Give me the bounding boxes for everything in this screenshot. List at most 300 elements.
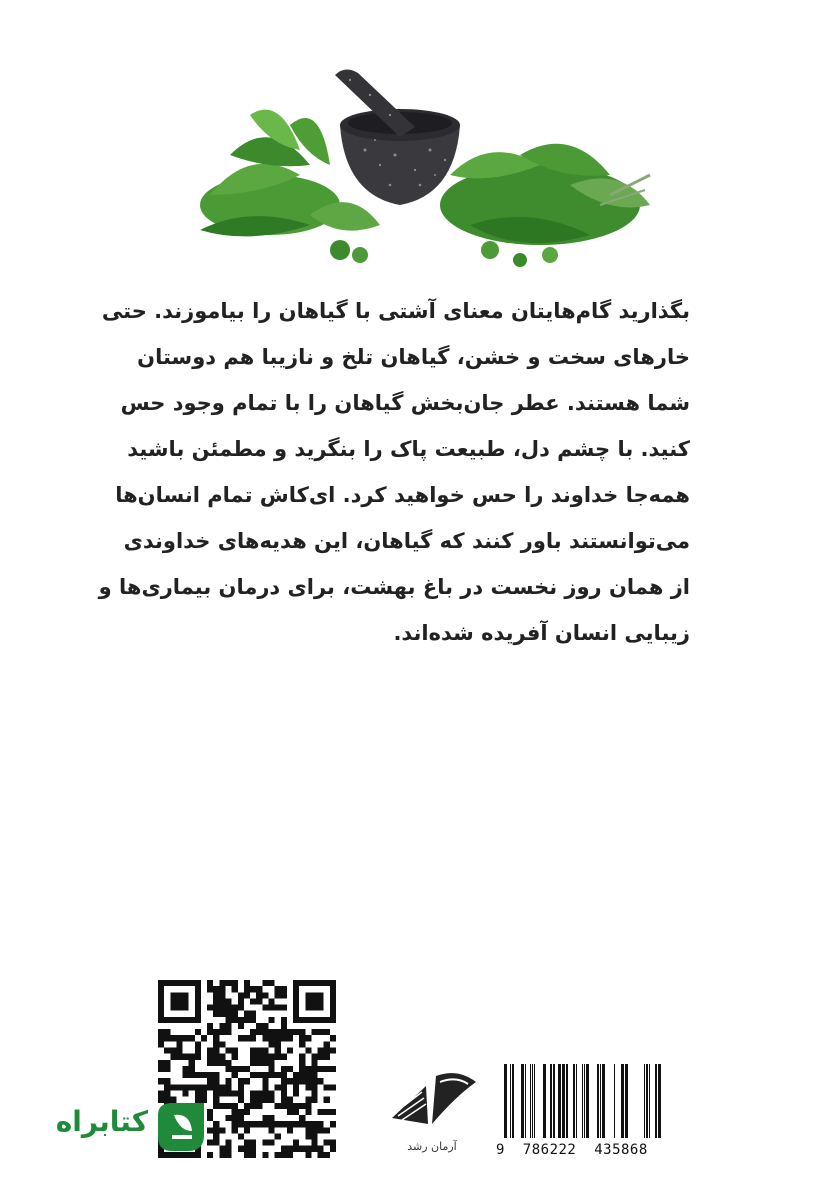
barcode-bar xyxy=(625,1064,628,1138)
qr-module xyxy=(219,1011,225,1017)
qr-module xyxy=(275,1005,281,1011)
qr-module xyxy=(232,1121,238,1127)
barcode-bar xyxy=(621,1064,624,1138)
qr-module xyxy=(207,1060,213,1066)
qr-module xyxy=(250,1090,256,1096)
qr-module xyxy=(281,986,287,992)
qr-module xyxy=(287,1048,293,1054)
qr-module xyxy=(226,1115,232,1121)
qr-module xyxy=(299,1121,305,1127)
qr-module xyxy=(232,980,238,986)
barcode-bar xyxy=(562,1064,565,1138)
qr-module xyxy=(232,1109,238,1115)
qr-module xyxy=(238,1017,244,1023)
qr-module xyxy=(219,1054,225,1060)
qr-module xyxy=(195,1054,201,1060)
qr-module xyxy=(311,1097,317,1103)
qr-module xyxy=(318,1054,324,1060)
qr-module xyxy=(324,1041,330,1047)
qr-module xyxy=(158,1041,164,1047)
qr-module xyxy=(330,1109,336,1115)
qr-module xyxy=(213,986,219,992)
qr-module xyxy=(213,1121,219,1127)
qr-module xyxy=(305,1127,311,1133)
qr-module xyxy=(232,1066,238,1072)
qr-module xyxy=(293,1103,299,1109)
qr-module xyxy=(318,1109,324,1115)
herbs-mortar-pestle-image xyxy=(190,55,660,275)
qr-module xyxy=(207,1023,213,1029)
qr-module xyxy=(219,1127,225,1133)
barcode-bars xyxy=(496,1064,664,1138)
qr-module xyxy=(170,1035,176,1041)
qr-module xyxy=(226,998,232,1004)
qr-module xyxy=(324,1048,330,1054)
qr-module xyxy=(158,1035,164,1041)
qr-module xyxy=(268,1121,274,1127)
qr-module xyxy=(305,1066,311,1072)
qr-module xyxy=(262,1078,268,1084)
qr-module xyxy=(311,1072,317,1078)
qr-module xyxy=(268,1029,274,1035)
qr-module xyxy=(281,1072,287,1078)
qr-module xyxy=(305,1109,311,1115)
qr-module xyxy=(262,1072,268,1078)
qr-module xyxy=(330,1066,336,1072)
qr-module xyxy=(293,1084,299,1090)
qr-module xyxy=(287,1097,293,1103)
qr-module xyxy=(268,1017,274,1023)
qr-module xyxy=(324,1054,330,1060)
barcode-bar xyxy=(655,1064,657,1138)
qr-module xyxy=(226,1023,232,1029)
qr-module xyxy=(275,1103,281,1109)
qr-module xyxy=(256,1060,262,1066)
qr-module xyxy=(275,1035,281,1041)
qr-module xyxy=(287,1066,293,1072)
qr-module xyxy=(268,1127,274,1133)
qr-module xyxy=(238,1109,244,1115)
qr-module xyxy=(164,1078,170,1084)
qr-module xyxy=(299,1054,305,1060)
qr-module xyxy=(299,1035,305,1041)
qr-module xyxy=(219,1023,225,1029)
qr-module xyxy=(232,1103,238,1109)
qr-module xyxy=(250,1029,256,1035)
qr-module xyxy=(213,1097,219,1103)
barcode-bar xyxy=(566,1064,568,1138)
herbs-right xyxy=(440,144,650,267)
qr-module xyxy=(226,1140,232,1146)
qr-module xyxy=(318,1146,324,1152)
qr-module xyxy=(311,1078,317,1084)
qr-module xyxy=(213,1078,219,1084)
qr-module xyxy=(275,1133,281,1139)
qr-module xyxy=(244,1035,250,1041)
qr-module xyxy=(256,1023,262,1029)
qr-module xyxy=(262,1097,268,1103)
qr-module xyxy=(207,1078,213,1084)
qr-module xyxy=(244,1140,250,1146)
barcode-bar xyxy=(597,1064,599,1138)
qr-module xyxy=(305,1084,311,1090)
qr-module xyxy=(250,1054,256,1060)
qr-module xyxy=(305,1121,311,1127)
qr-module xyxy=(318,1127,324,1133)
qr-module xyxy=(268,1097,274,1103)
qr-module xyxy=(207,1072,213,1078)
back-cover-text xyxy=(98,288,690,656)
qr-module xyxy=(232,1011,238,1017)
qr-module xyxy=(238,1035,244,1041)
qr-module xyxy=(189,1072,195,1078)
qr-module xyxy=(268,1005,274,1011)
isbn-barcode xyxy=(496,1064,664,1160)
barcode-bar xyxy=(525,1064,526,1138)
qr-module xyxy=(226,1029,232,1035)
qr-module xyxy=(281,1017,287,1023)
qr-module xyxy=(275,1121,281,1127)
qr-module xyxy=(244,1152,250,1158)
qr-finder-pattern xyxy=(170,992,188,1010)
qr-module xyxy=(293,1090,299,1096)
qr-module xyxy=(256,1090,262,1096)
qr-module xyxy=(262,1140,268,1146)
qr-module xyxy=(207,1029,213,1035)
qr-module xyxy=(287,1121,293,1127)
qr-module xyxy=(250,1097,256,1103)
qr-module xyxy=(219,1090,225,1096)
qr-module xyxy=(281,1035,287,1041)
barcode-bar xyxy=(558,1064,561,1138)
qr-module xyxy=(305,1146,311,1152)
qr-module xyxy=(311,1140,317,1146)
qr-module xyxy=(324,1140,330,1146)
qr-module xyxy=(238,1097,244,1103)
qr-module xyxy=(324,1152,330,1158)
qr-module xyxy=(226,1060,232,1066)
qr-module xyxy=(183,1054,189,1060)
barcode-bar xyxy=(600,1064,601,1138)
qr-module xyxy=(318,1078,324,1084)
qr-module xyxy=(170,1084,176,1090)
qr-module xyxy=(226,1090,232,1096)
qr-module xyxy=(287,1152,293,1158)
qr-module xyxy=(287,1127,293,1133)
qr-module xyxy=(195,1029,201,1035)
qr-module xyxy=(226,1017,232,1023)
qr-module xyxy=(281,1029,287,1035)
qr-module xyxy=(195,1072,201,1078)
qr-module xyxy=(195,1048,201,1054)
text-line: شما هستند. عطر جان‌بخش گیاهان را با تمام وجود حس xyxy=(120,391,690,415)
qr-module xyxy=(244,1011,250,1017)
qr-module xyxy=(189,1035,195,1041)
text-line: زیبایی انسان آفریده شده‌اند. xyxy=(393,621,690,645)
qr-module xyxy=(244,1066,250,1072)
qr-module xyxy=(226,1084,232,1090)
qr-module xyxy=(293,1029,299,1035)
qr-module xyxy=(275,1152,281,1158)
qr-module xyxy=(213,1029,219,1035)
qr-module xyxy=(244,1109,250,1115)
barcode-bar xyxy=(576,1064,577,1138)
qr-module xyxy=(207,1048,213,1054)
qr-module xyxy=(281,1103,287,1109)
qr-module xyxy=(293,1146,299,1152)
qr-module xyxy=(262,1152,268,1158)
qr-module xyxy=(287,1109,293,1115)
qr-module xyxy=(232,1054,238,1060)
qr-module xyxy=(250,1011,256,1017)
qr-module xyxy=(219,980,225,986)
qr-module xyxy=(268,998,274,1004)
qr-module xyxy=(219,1041,225,1047)
qr-module xyxy=(232,1115,238,1121)
qr-module xyxy=(293,1072,299,1078)
qr-module xyxy=(293,1140,299,1146)
qr-module xyxy=(219,1146,225,1152)
qr-module xyxy=(262,1054,268,1060)
qr-module xyxy=(207,986,213,992)
qr-module xyxy=(244,992,250,998)
barcode-bar xyxy=(614,1064,615,1138)
qr-module xyxy=(250,1035,256,1041)
qr-module xyxy=(311,1066,317,1072)
qr-module xyxy=(183,1084,189,1090)
qr-module xyxy=(287,1103,293,1109)
qr-module xyxy=(250,1146,256,1152)
qr-module xyxy=(170,1054,176,1060)
text-line: کنید. با چشم دل، طبیعت پاک را بنگرید و مطمئن باشید xyxy=(127,437,690,461)
qr-module xyxy=(324,1029,330,1035)
qr-module xyxy=(305,1152,311,1158)
qr-module xyxy=(268,1072,274,1078)
qr-module xyxy=(189,1054,195,1060)
qr-module xyxy=(311,1029,317,1035)
qr-module xyxy=(213,1060,219,1066)
qr-module xyxy=(268,1115,274,1121)
qr-module xyxy=(293,1078,299,1084)
qr-module xyxy=(262,1035,268,1041)
qr-module xyxy=(330,1140,336,1146)
qr-module xyxy=(158,1029,164,1035)
qr-module xyxy=(311,1127,317,1133)
qr-module xyxy=(256,1103,262,1109)
qr-module xyxy=(256,1097,262,1103)
qr-module xyxy=(256,1054,262,1060)
qr-module xyxy=(299,1146,305,1152)
qr-module xyxy=(287,1029,293,1035)
qr-module xyxy=(213,1005,219,1011)
qr-module xyxy=(250,1152,256,1158)
qr-module xyxy=(213,1133,219,1139)
qr-module xyxy=(299,1115,305,1121)
publisher-logo xyxy=(378,1062,486,1162)
qr-module xyxy=(213,1072,219,1078)
qr-module xyxy=(268,980,274,986)
qr-module xyxy=(213,1140,219,1146)
open-book-logo-icon xyxy=(378,1062,486,1138)
qr-module xyxy=(305,1097,311,1103)
qr-module xyxy=(232,1090,238,1096)
site-logo xyxy=(40,1095,210,1159)
qr-module xyxy=(287,1146,293,1152)
qr-module xyxy=(330,1146,336,1152)
qr-module xyxy=(244,1127,250,1133)
qr-module xyxy=(232,1048,238,1054)
qr-module xyxy=(281,1054,287,1060)
qr-module xyxy=(318,1121,324,1127)
qr-module xyxy=(219,1029,225,1035)
qr-module xyxy=(244,1103,250,1109)
qr-module xyxy=(305,1103,311,1109)
barcode-bar xyxy=(644,1064,645,1138)
qr-module xyxy=(275,1041,281,1047)
text-line: خارهای سخت و خشن، گیاهان تلخ و نازیبا هم دوستان xyxy=(137,345,690,369)
qr-module xyxy=(311,1146,317,1152)
qr-module xyxy=(250,1060,256,1066)
qr-module xyxy=(305,1078,311,1084)
text-line: همه‌جا خداوند را حس خواهید کرد. ای‌کاش تمام انسان‌ها xyxy=(115,483,690,507)
barcode-bar xyxy=(573,1064,575,1138)
qr-module xyxy=(250,1017,256,1023)
qr-module xyxy=(250,986,256,992)
qr-module xyxy=(232,1017,238,1023)
qr-module xyxy=(318,1152,324,1158)
qr-module xyxy=(219,986,225,992)
qr-module xyxy=(238,1133,244,1139)
qr-module xyxy=(213,1041,219,1047)
qr-module xyxy=(213,992,219,998)
qr-module xyxy=(238,1115,244,1121)
qr-module xyxy=(158,1078,164,1084)
isbn-digits: 9 786222 435868 xyxy=(496,1142,648,1158)
qr-module xyxy=(183,1072,189,1078)
qr-module xyxy=(207,1005,213,1011)
qr-module xyxy=(281,1023,287,1029)
qr-module xyxy=(189,1066,195,1072)
barcode-bar xyxy=(504,1064,507,1138)
qr-module xyxy=(244,980,250,986)
qr-module xyxy=(226,1066,232,1072)
qr-module xyxy=(268,1066,274,1072)
qr-module xyxy=(219,1103,225,1109)
qr-module xyxy=(238,1066,244,1072)
qr-module xyxy=(256,1072,262,1078)
qr-module xyxy=(256,992,262,998)
barcode-bar xyxy=(510,1064,511,1138)
qr-module xyxy=(318,1066,324,1072)
qr-module xyxy=(219,1152,225,1158)
qr-module xyxy=(281,1121,287,1127)
qr-module xyxy=(262,992,268,998)
qr-module xyxy=(250,998,256,1004)
qr-module xyxy=(164,1060,170,1066)
qr-module xyxy=(275,1029,281,1035)
qr-module xyxy=(176,1054,182,1060)
qr-module xyxy=(213,1035,219,1041)
qr-module xyxy=(213,1084,219,1090)
qr-module xyxy=(164,1035,170,1041)
qr-module xyxy=(281,1078,287,1084)
qr-module xyxy=(281,1066,287,1072)
qr-module xyxy=(238,1090,244,1096)
qr-module xyxy=(164,1084,170,1090)
qr-module xyxy=(213,1127,219,1133)
qr-module xyxy=(262,1115,268,1121)
qr-module xyxy=(250,1072,256,1078)
qr-module xyxy=(238,998,244,1004)
qr-module xyxy=(250,1103,256,1109)
barcode-bar xyxy=(646,1064,648,1138)
qr-module xyxy=(268,1060,274,1066)
qr-module xyxy=(207,1054,213,1060)
qr-module xyxy=(238,1078,244,1084)
barcode-bar xyxy=(602,1064,605,1138)
qr-module xyxy=(324,1097,330,1103)
qr-module xyxy=(244,1017,250,1023)
qr-module xyxy=(262,1084,268,1090)
qr-module xyxy=(262,1090,268,1096)
qr-module xyxy=(226,1152,232,1158)
qr-module xyxy=(176,1041,182,1047)
qr-module xyxy=(213,998,219,1004)
barcode-bar xyxy=(584,1064,585,1138)
qr-module xyxy=(311,1090,317,1096)
qr-module xyxy=(219,1005,225,1011)
qr-module xyxy=(238,1005,244,1011)
qr-module xyxy=(281,1146,287,1152)
qr-module xyxy=(238,1084,244,1090)
qr-module xyxy=(281,1090,287,1096)
qr-module xyxy=(244,986,250,992)
qr-module xyxy=(238,1023,244,1029)
barcode-bar xyxy=(550,1064,552,1138)
qr-module xyxy=(158,1060,164,1066)
qr-module xyxy=(176,1048,182,1054)
qr-module xyxy=(170,1048,176,1054)
qr-module xyxy=(311,1133,317,1139)
qr-module xyxy=(299,1066,305,1072)
qr-module xyxy=(238,1146,244,1152)
qr-module xyxy=(324,1109,330,1115)
barcode-bar xyxy=(521,1064,524,1138)
qr-module xyxy=(299,1072,305,1078)
qr-module xyxy=(287,1078,293,1084)
qr-module xyxy=(311,1121,317,1127)
qr-module xyxy=(226,1005,232,1011)
qr-module xyxy=(213,1054,219,1060)
qr-module xyxy=(262,1029,268,1035)
qr-module xyxy=(244,1078,250,1084)
qr-module xyxy=(287,1035,293,1041)
qr-module xyxy=(201,1072,207,1078)
qr-module xyxy=(275,1072,281,1078)
qr-module xyxy=(305,1035,311,1041)
qr-module xyxy=(275,992,281,998)
qr-module xyxy=(268,1054,274,1060)
barcode-bar xyxy=(553,1064,555,1138)
qr-module xyxy=(281,1152,287,1158)
qr-module xyxy=(244,1146,250,1152)
qr-module xyxy=(232,1127,238,1133)
publisher-name: آرمان رشد xyxy=(407,1140,457,1153)
qr-module xyxy=(232,986,238,992)
qr-module xyxy=(268,1041,274,1047)
qr-module xyxy=(164,1048,170,1054)
barcode-bar xyxy=(658,1064,661,1138)
